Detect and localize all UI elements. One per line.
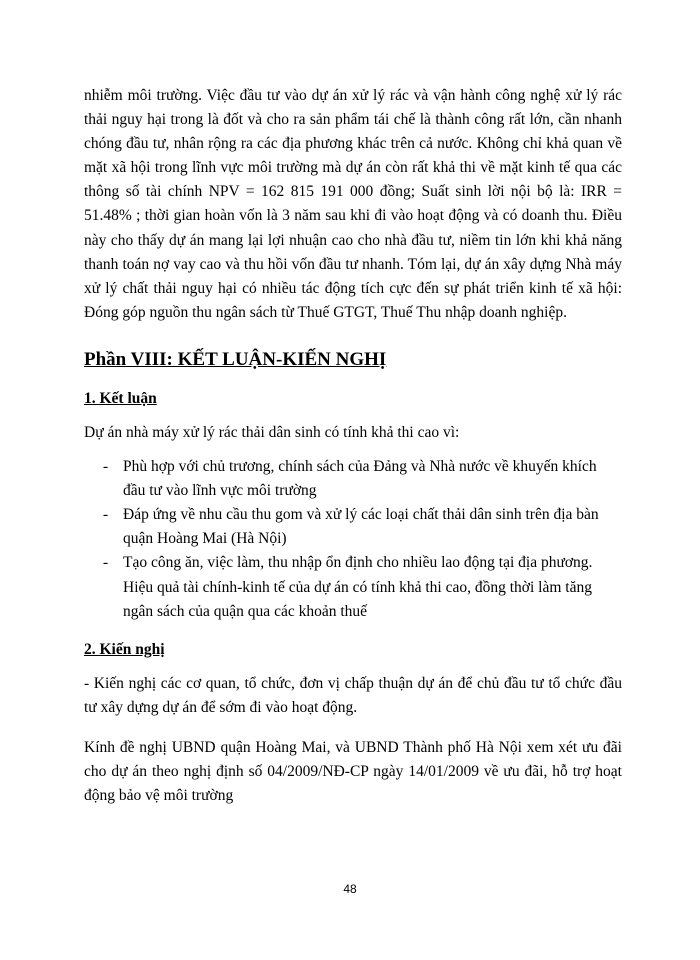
conclusion-heading: 1. Kết luận	[84, 389, 157, 407]
conclusion-list	[84, 455, 622, 624]
page-number: 48	[343, 882, 357, 896]
page-content	[84, 84, 622, 808]
list-item-text: Đáp ứng về nhu cầu thu gom và xử lý các loại chất thải dân sinh trên địa bàn quận Hoàng Mai (Hà Nội)	[123, 506, 599, 548]
list-item	[84, 551, 622, 623]
list-item	[84, 503, 622, 551]
bullet-marker: -	[103, 458, 109, 476]
bullet-marker: -	[103, 506, 109, 524]
recommendation-heading: 2. Kiến nghị	[84, 640, 165, 658]
list-item	[84, 455, 622, 503]
recommendation-paragraph-1: - Kiến nghị các cơ quan, tổ chức, đơn vị chấp thuận dự án để chủ đầu tư tổ chức đầu tư xây dựng dự án để sớm đi vào hoạt động.	[84, 674, 622, 716]
bullet-marker: -	[103, 554, 109, 572]
conclusion-intro: Dự án nhà máy xử lý rác thải dân sinh có tính khả thi cao vì:	[84, 423, 460, 441]
opening-paragraph: nhiễm môi trường. Việc đầu tư vào dự án xử lý rác và vận hành công nghệ xử lý rác thải nguy hại trong là đốt và cho ra sản phẩm tái chế là thành công rất lớn, cần nhanh chóng đầu tư, nhân rộng ra các địa phương khác trên cả nước. Không chỉ khả quan về mặt xã hội trong lĩnh vực môi trường mà dự án còn rất khả thi về mặt kinh tế qua các thông số tài chính NPV = 162 815 191 000 đồng; Suất sinh lời nội bộ là: IRR = 51.48% ; thời gian hoàn vốn là 3 năm sau khi đi vào hoạt động và có doanh thu. Điều này cho thấy dự án mang lại lợi nhuận cao cho nhà đầu tư, niềm tin lớn khi khả năng thanh toán nợ vay cao và thu hồi vốn đầu tư nhanh. Tóm lại, dự án xây dựng Nhà máy xử lý chất thải nguy hại có nhiều tác động tích cực đến sự phát triển kinh tế xã hội: Đóng góp nguồn thu ngân sách từ Thuế GTGT, Thuế Thu nhập doanh nghiệp.	[84, 87, 622, 321]
list-item-text: Tạo công ăn, việc làm, thu nhập ổn định cho nhiều lao động tại địa phương. Hiệu quả tài chính-kinh tế của dự án có tính khả thi cao, đồng thời làm tăng ngân sách của quận qua các khoản thuế	[123, 554, 593, 620]
section-title: Phần VIII: KẾT LUẬN-KIẾN NGHỊ	[84, 348, 387, 370]
recommendation-paragraph-2: Kính đề nghị UBND quận Hoàng Mai, và UBND Thành phố Hà Nội xem xét ưu đãi cho dự án theo nghị định số 04/2009/NĐ-CP ngày 14/01/2009 về ưu đãi, hỗ trợ hoạt động bảo vệ môi trường	[84, 738, 622, 805]
list-item-text: Phù hợp với chủ trương, chính sách của Đảng và Nhà nước về khuyến khích đầu tư vào lĩnh vực môi trường	[123, 458, 597, 500]
